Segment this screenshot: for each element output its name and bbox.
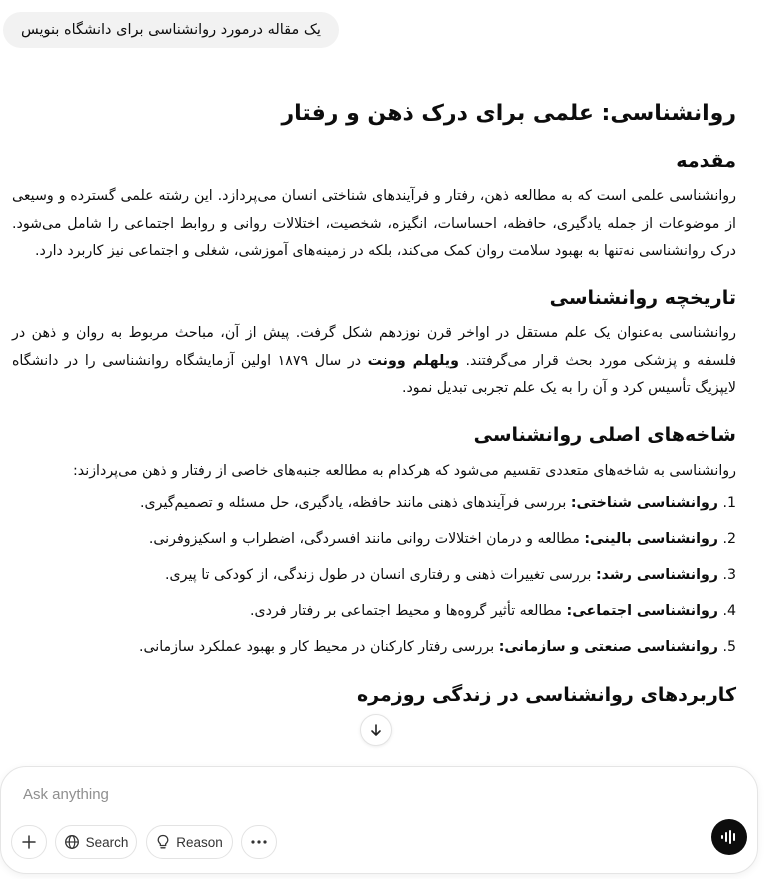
intro-heading: مقدمه xyxy=(676,149,736,172)
scroll-to-bottom-button[interactable] xyxy=(360,714,392,746)
list-number: 2. xyxy=(722,531,736,548)
list-item xyxy=(12,529,736,549)
branches-intro: روانشناسی به شاخه‌های متعددی تقسیم می‌شود که هرکدام به مطالعه جنبه‌های خاصی از رفتار و ذهن می‌پردازند: xyxy=(73,462,736,479)
reason-label: Reason xyxy=(176,834,223,850)
list-desc: مطالعه و درمان اختلالات روانی مانند افسردگی، اضطراب و اسکیزوفرنی. xyxy=(148,531,580,548)
history-text-before: روانشناسی به‌عنوان یک علم مستقل در اواخر قرن نوزدهم شکل گرفت. پیش از آن، مباحث مربوط به روان و ذهن در فلسفه و پزشکی مورد بحث قرار می‌گرفتند. xyxy=(12,325,737,369)
list-desc: بررسی رفتار کارکنان در محیط کار و بهبود عملکرد سازمانی. xyxy=(138,639,495,656)
history-bold-name: ویلهلم وونت xyxy=(367,352,459,369)
arrow-down-icon xyxy=(369,723,383,737)
voice-mode-button[interactable] xyxy=(711,819,747,855)
list-term: روانشناسی رشد: xyxy=(595,567,718,584)
article-title: روانشناسی: علمی برای درک ذهن و رفتار xyxy=(281,101,736,126)
list-term: روانشناسی شناختی: xyxy=(570,495,718,512)
list-term: روانشناسی بالینی: xyxy=(584,531,718,548)
list-number: 1. xyxy=(722,495,736,512)
ellipsis-icon xyxy=(251,840,267,844)
branches-heading: شاخه‌های اصلی روانشناسی xyxy=(473,423,736,446)
branches-list xyxy=(12,493,736,657)
list-item xyxy=(12,493,736,513)
more-options-button[interactable] xyxy=(241,825,277,859)
attach-button[interactable] xyxy=(11,825,47,859)
list-number: 3. xyxy=(722,567,736,584)
list-desc: بررسی تغییرات ذهنی و رفتاری انسان در طول زندگی، از کودکی تا پیری. xyxy=(165,567,592,584)
assistant-response xyxy=(12,100,736,718)
list-number: 4. xyxy=(722,603,736,620)
list-term: روانشناسی صنعتی و سازمانی: xyxy=(498,639,718,656)
history-heading: تاریخچه روانشناسی xyxy=(549,286,736,309)
intro-paragraph: روانشناسی علمی است که به مطالعه ذهن، رفتار و فرآیندهای شناختی انسان می‌پردازد. این رشته علمی گسترده و وسیعی از موضوعات از جمله یادگیری، حافظه، احساسات، انگیزه، شخصیت، اختلالات روانی و روابط اجتماعی را شامل می‌شود. درک روانشناسی نه‌تنها به بهبود سلامت روان کمک می‌کند، بلکه در زمینه‌های آموزشی، شغلی و اجتماعی نیز کاربرد دارد. xyxy=(12,188,736,260)
composer xyxy=(0,766,758,874)
prompt-input[interactable] xyxy=(21,785,625,804)
search-label: Search xyxy=(85,834,129,850)
history-paragraph xyxy=(12,320,736,403)
search-button[interactable] xyxy=(55,825,137,859)
lightbulb-icon xyxy=(156,834,170,850)
user-message-text: یک مقاله درمورد روانشناسی برای دانشگاه بنویس xyxy=(21,22,321,38)
plus-icon xyxy=(21,834,37,850)
list-desc: مطالعه تأثیر گروه‌ها و محیط اجتماعی بر رفتار فردی. xyxy=(250,603,562,620)
list-number: 5. xyxy=(722,639,736,656)
user-message-bubble xyxy=(3,12,339,48)
list-item xyxy=(12,637,736,657)
reason-button[interactable] xyxy=(146,825,233,859)
waveform-icon xyxy=(720,829,738,845)
globe-icon xyxy=(64,834,80,850)
list-desc: بررسی فرآیندهای ذهنی مانند حافظه، یادگیری، حل مسئله و تصمیم‌گیری. xyxy=(140,495,567,512)
list-item xyxy=(12,601,736,621)
list-item xyxy=(12,565,736,585)
list-term: روانشناسی اجتماعی: xyxy=(566,603,718,620)
applications-heading: کاربردهای روانشناسی در زندگی روزمره xyxy=(356,684,736,707)
history-text-after: در سال ۱۸۷۹ اولین آزمایشگاه روانشناسی را در دانشگاه لایپزیگ تأسیس کرد و آن را به یک علم تجربی تبدیل نمود. xyxy=(12,352,736,397)
